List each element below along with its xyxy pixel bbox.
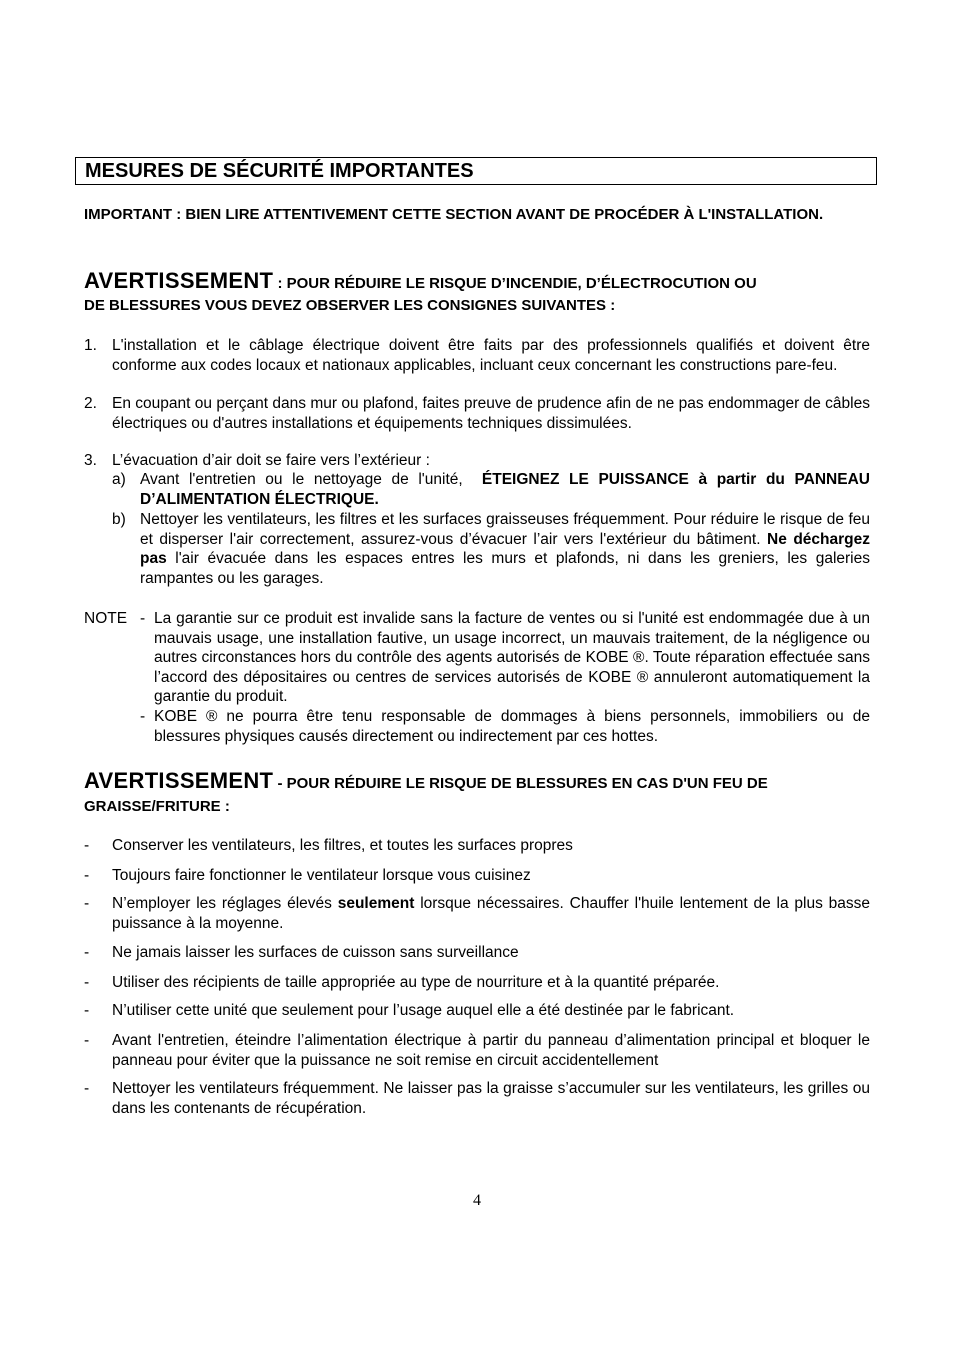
bullet-item: Toujours faire fonctionner le ventilateur lorsque vous cuisinez xyxy=(112,867,531,884)
warning-text-line1: : POUR RÉDUIRE LE RISQUE D’INCENDIE, D’ÉLECTROCUTION OU xyxy=(273,275,757,292)
note-item: La garantie sur ce produit est invalide sans la facture de ventes ou si l'unité est endommagée due à un mauvais usage, une installation fautive, un usage incorrect, un mauvais traitement, de la négligence ou autres circonstances hors du contrôle des agents autorisés de KOBE ®. Toute réparation effectuée sans l’accord des dépositaires ou centres de services autorisés de KOBE ® annuleront automatiquement la garantie du produit. xyxy=(154,610,870,705)
warning-text-line2: GRAISSE/FRITURE : xyxy=(84,798,230,815)
warning-text-line1: - POUR RÉDUIRE LE RISQUE DE BLESSURES EN CAS D'UN FEU DE xyxy=(273,775,768,792)
list-item: L’évacuation d’air doit se faire vers l’extérieur : xyxy=(112,452,430,469)
sub-item-b xyxy=(140,510,870,588)
sub-item-b-bold: Ne déchargez pas xyxy=(140,530,870,567)
warning-word: AVERTISSEMENT xyxy=(84,768,274,793)
bullet-mark: - xyxy=(84,1002,90,1019)
sub-item-label: a) xyxy=(112,471,126,488)
bullet-item: Conserver les ventilateurs, les filtres, et toutes les surfaces propres xyxy=(112,837,573,854)
bullet-mark: - xyxy=(84,1080,90,1097)
list-item: L'installation et le câblage électrique doivent être faits par des professionnels qualifiés et doivent être conforme aux codes locaux et nationaux applicables, incluant ceux concernant les constructions pare-feu. xyxy=(112,337,870,374)
bullet-mark: - xyxy=(84,944,90,961)
bullet-mark: - xyxy=(84,837,90,854)
page-title: MESURES DE SÉCURITÉ IMPORTANTES xyxy=(85,160,474,182)
warning-text-line2: DE BLESSURES VOUS DEVEZ OBSERVER LES CONSIGNES SUIVANTES : xyxy=(84,297,616,314)
note-item: KOBE ® ne pourra être tenu responsable de dommages à biens personnels, immobiliers ou de blessures physiques causés directement ou indirectement par ces hottes. xyxy=(154,708,870,745)
sub-item-b-text: Nettoyer les ventilateurs, les filtres et les surfaces graisseuses fréquemment. Pour réduire le risque de feu et disperser l'air correctement, assurez-vous d’évacuer l’air vers l'extérieur du bâtiment. xyxy=(140,511,870,548)
sub-item-a xyxy=(140,470,870,509)
sub-item-a-text: Avant l'entretien ou le nettoyage de l'unité, xyxy=(140,471,463,488)
bullet-item: Nettoyer les ventilateurs fréquemment. Ne laisser pas la graisse s’accumuler sur les ventilateurs, les grilles ou dans les contenants de récupération. xyxy=(112,1080,870,1117)
note-dash: - xyxy=(140,708,146,725)
page-number: 4 xyxy=(473,1192,481,1209)
bullet-item: Avant l'entretien, éteindre l’alimentation électrique à partir du panneau d’alimentation principal et bloquer le panneau pour éviter que la puissance ne soit remise en circuit accidentellement xyxy=(112,1032,870,1069)
item-number: 2. xyxy=(84,395,97,412)
bullet-text-after: lorsque nécessaires. Chauffer l'huile lentement de la plus basse puissance à la moyenne. xyxy=(112,895,870,932)
list-item: En coupant ou perçant dans mur ou plafond, faites preuve de prudence afin de ne pas endommager de câbles électriques ou d'autres installations et équipements techniques dissimulées. xyxy=(112,395,870,432)
important-notice: IMPORTANT : BIEN LIRE ATTENTIVEMENT CETTE SECTION AVANT DE PROCÉDER À L'INSTALLATION. xyxy=(84,206,824,223)
bullet-mark: - xyxy=(84,895,90,912)
bullet-item: Ne jamais laisser les surfaces de cuisson sans surveillance xyxy=(112,944,519,961)
bullet-mark: - xyxy=(84,867,90,884)
section-title-box xyxy=(75,157,877,185)
item-number: 1. xyxy=(84,337,97,354)
item-number: 3. xyxy=(84,452,97,469)
bullet-mark: - xyxy=(84,1032,90,1049)
bullet-bold: seulement xyxy=(337,895,415,912)
bullet-item: N’utiliser cette unité que seulement pour l’usage auquel elle a été destinée par le fabricant. xyxy=(112,1002,735,1019)
sub-item-b-text-after: l'air évacuée dans les espaces entres les murs et plafonds, ni dans les greniers, les galeries rampantes ou les garages. xyxy=(140,550,871,587)
bullet-item: Utiliser des récipients de taille appropriée au type de nourriture et à la quantité préparée. xyxy=(112,974,720,991)
warning-heading-1 xyxy=(84,270,870,316)
sub-item-a-bold: ÉTEIGNEZ LE PUISSANCE à partir du PANNEAU D’ALIMENTATION ÉLECTRIQUE. xyxy=(140,471,870,508)
warning-word: AVERTISSEMENT xyxy=(84,268,274,293)
bullet-item xyxy=(112,894,870,933)
bullet-mark: - xyxy=(84,974,90,991)
note-dash: - xyxy=(140,610,146,627)
bullet-text: N’employer les réglages élevés xyxy=(112,895,332,912)
sub-item-label: b) xyxy=(112,511,126,528)
warning-heading-2 xyxy=(84,770,870,817)
note-label: NOTE xyxy=(84,610,128,627)
